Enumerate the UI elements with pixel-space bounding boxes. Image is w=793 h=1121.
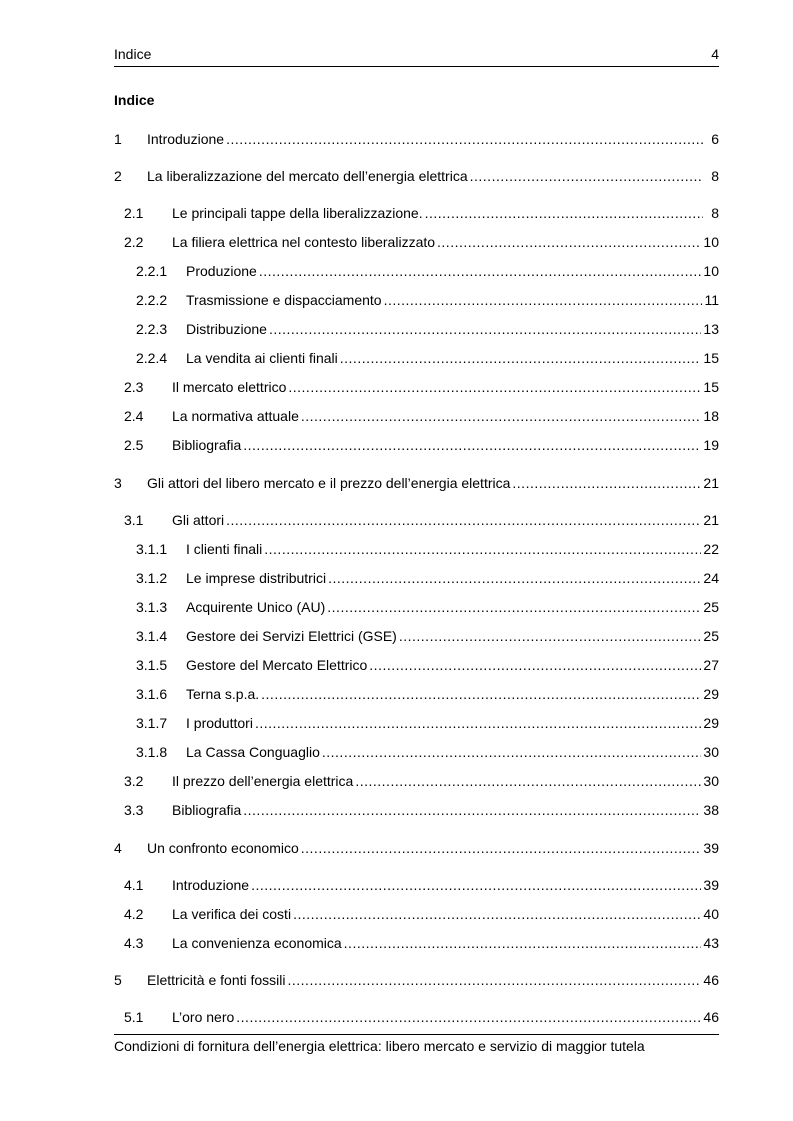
toc-entry[interactable] <box>114 262 719 280</box>
toc-entry-label: Produzione <box>186 263 257 279</box>
toc-entry-number: 1 <box>114 131 122 147</box>
toc-entry[interactable] <box>114 378 719 396</box>
toc-entry[interactable] <box>114 772 719 790</box>
toc-dot-leader <box>243 436 701 454</box>
toc-entry-label: Un confronto economico <box>147 840 299 856</box>
toc-entry-page: 39 <box>703 877 719 893</box>
toc-entry[interactable] <box>114 627 719 645</box>
toc-entry[interactable] <box>114 656 719 674</box>
toc-entry-page: 8 <box>711 168 719 184</box>
toc-entry[interactable] <box>114 876 719 894</box>
toc-entry-page: 39 <box>703 840 719 856</box>
toc-dot-leader <box>327 598 701 616</box>
toc-dot-leader <box>293 905 701 923</box>
toc-entry-page: 24 <box>703 570 719 586</box>
toc-entry-page: 27 <box>703 657 719 673</box>
toc-entry-number: 4 <box>114 840 122 856</box>
toc-entry-label: Introduzione <box>147 131 225 147</box>
toc-dot-leader <box>236 1008 701 1026</box>
toc-entry-number: 3.1 <box>124 512 144 528</box>
toc-entry-label: Introduzione <box>172 877 250 893</box>
toc-entry-label: Bibliografia <box>172 802 242 818</box>
toc-dot-leader <box>470 167 703 185</box>
toc-entry-number: 4.2 <box>124 906 144 922</box>
toc-entry-number: 2.2.4 <box>136 350 168 366</box>
toc-entry[interactable] <box>114 971 719 989</box>
toc-entry[interactable] <box>114 436 719 454</box>
toc-entry-page: 22 <box>703 541 719 557</box>
toc-entry-number: 5 <box>114 972 122 988</box>
toc-entry-page: 30 <box>703 773 719 789</box>
toc-entry-number: 2 <box>114 168 122 184</box>
toc-entry-page: 25 <box>703 599 719 615</box>
toc-entry-number: 5.1 <box>124 1009 144 1025</box>
toc-entry-label: I produttori <box>186 715 253 731</box>
toc-entry-page: 43 <box>703 935 719 951</box>
toc-dot-leader <box>384 291 703 309</box>
toc-dot-leader <box>269 320 701 338</box>
toc-dot-leader <box>425 204 703 222</box>
toc-entry-label: La vendita ai clienti finali <box>186 350 338 366</box>
toc-entry[interactable] <box>114 233 719 251</box>
toc-entry[interactable] <box>114 167 719 185</box>
toc-entry-number: 2.4 <box>124 408 144 424</box>
toc-dot-leader <box>243 801 701 819</box>
toc-entry-number: 3.1.1 <box>136 541 168 557</box>
toc-dot-leader <box>264 540 701 558</box>
toc-entry-number: 2.1 <box>124 205 144 221</box>
header-page-number: 4 <box>711 46 719 62</box>
toc-dot-leader <box>322 743 702 761</box>
toc-entry-page: 38 <box>703 802 719 818</box>
toc-entry-label: Gli attori del libero mercato e il prezzo dell’energia elettrica <box>147 475 511 491</box>
toc-entry[interactable] <box>114 204 719 222</box>
toc-entry-label: La liberalizzazione del mercato dell’energia elettrica <box>147 168 468 184</box>
toc-entry[interactable] <box>114 130 719 148</box>
toc-dot-leader <box>369 656 701 674</box>
toc-entry-number: 3.2 <box>124 773 144 789</box>
toc-entry[interactable] <box>114 598 719 616</box>
toc-entry-number: 3.1.4 <box>136 628 168 644</box>
toc-entry-label: Elettricità e fonti fossili <box>147 972 286 988</box>
toc-dot-leader <box>255 714 701 732</box>
toc-entry-page: 19 <box>703 437 719 453</box>
page-footer: Condizioni di fornitura dell’energia elettrica: libero mercato e servizio di maggior tutela <box>114 1034 719 1054</box>
toc-dot-leader <box>288 378 701 396</box>
toc-entry-number: 3 <box>114 475 122 491</box>
toc-entry-page: 8 <box>711 205 719 221</box>
toc-entry-label: La filiera elettrica nel contesto liberalizzato <box>172 234 436 250</box>
toc-entry-number: 2.2.3 <box>136 321 168 337</box>
toc-entry[interactable] <box>114 743 719 761</box>
toc-entry-label: Le principali tappe della liberalizzazione. <box>172 205 423 221</box>
toc-dot-leader <box>328 569 701 587</box>
toc-entry-number: 3.3 <box>124 802 144 818</box>
toc-entry-label: Il mercato elettrico <box>172 379 287 395</box>
toc-entry-number: 4.1 <box>124 877 144 893</box>
toc-entry-label: La verifica dei costi <box>172 906 292 922</box>
toc-entry-page: 15 <box>703 379 719 395</box>
toc-entry-label: Le imprese distributrici <box>186 570 327 586</box>
toc-entry[interactable] <box>114 934 719 952</box>
toc-dot-leader <box>344 934 702 952</box>
toc-dot-leader <box>226 511 701 529</box>
toc-title: Indice <box>114 92 155 108</box>
toc-entry-label: Acquirente Unico (AU) <box>186 599 326 615</box>
toc-entry-page: 29 <box>703 715 719 731</box>
toc-entry-label: Gli attori <box>172 512 225 528</box>
toc-entry-page: 10 <box>703 263 719 279</box>
toc-dot-leader <box>259 262 702 280</box>
toc-entry[interactable] <box>114 291 719 309</box>
toc-entry[interactable] <box>114 540 719 558</box>
toc-entry-page: 18 <box>703 408 719 424</box>
page-header <box>114 44 719 67</box>
toc-entry[interactable] <box>114 569 719 587</box>
toc-entry-page: 10 <box>703 234 719 250</box>
toc-entry-number: 2.2 <box>124 234 144 250</box>
toc-dot-leader <box>226 130 703 148</box>
toc-entry[interactable] <box>114 839 719 857</box>
toc-entry-page: 6 <box>711 131 719 147</box>
toc-entry[interactable] <box>114 685 719 703</box>
toc-entry[interactable] <box>114 320 719 338</box>
toc-entry-number: 2.5 <box>124 437 144 453</box>
toc-entry-page: 25 <box>703 628 719 644</box>
toc-dot-leader <box>301 839 702 857</box>
toc-entry-number: 4.3 <box>124 935 144 951</box>
toc-entry-page: 21 <box>703 475 719 491</box>
toc-entry-label: L’oro nero <box>172 1009 235 1025</box>
toc-entry-label: Distribuzione <box>186 321 267 337</box>
toc-entry[interactable] <box>114 1008 719 1026</box>
toc-entry-number: 3.1.7 <box>136 715 168 731</box>
toc-entry-label: Il prezzo dell’energia elettrica <box>172 773 354 789</box>
toc-dot-leader <box>301 407 702 425</box>
toc-entry-page: 15 <box>703 350 719 366</box>
toc-entry[interactable] <box>114 801 719 819</box>
toc-dot-leader <box>340 349 702 367</box>
toc-entry-label: Gestore del Mercato Elettrico <box>186 657 368 673</box>
toc-entry[interactable] <box>114 714 719 732</box>
toc-entry-page: 46 <box>703 1009 719 1025</box>
toc-entry-page: 29 <box>703 686 719 702</box>
toc-dot-leader <box>288 971 702 989</box>
toc-entry-label: Gestore dei Servizi Elettrici (GSE) <box>186 628 397 644</box>
toc-entry-label: Bibliografia <box>172 437 242 453</box>
toc-entry-label: Trasmissione e dispacciamento <box>186 292 382 308</box>
toc-entry-page: 30 <box>703 744 719 760</box>
toc-dot-leader <box>355 772 701 790</box>
toc-entry-number: 3.1.5 <box>136 657 168 673</box>
toc-entry-label: La convenienza economica <box>172 935 342 951</box>
toc-entry-number: 2.2.1 <box>136 263 168 279</box>
toc-entry-number: 3.1.3 <box>136 599 168 615</box>
toc-entry-number: 3.1.6 <box>136 686 168 702</box>
toc-entry[interactable] <box>114 905 719 923</box>
toc-entry-page: 21 <box>703 512 719 528</box>
toc-entry-label: Terna s.p.a. <box>186 686 260 702</box>
toc-entry-page: 13 <box>703 321 719 337</box>
toc-dot-leader <box>437 233 701 251</box>
toc-entry-page: 11 <box>704 292 719 308</box>
toc-entry-number: 3.1.2 <box>136 570 168 586</box>
toc-entry-number: 3.1.8 <box>136 744 168 760</box>
toc-entry[interactable] <box>114 511 719 529</box>
toc-dot-leader <box>512 474 701 492</box>
toc-dot-leader <box>399 627 702 645</box>
toc-entry[interactable] <box>114 349 719 367</box>
toc-entry-label: I clienti finali <box>186 541 263 557</box>
toc-entry[interactable] <box>114 407 719 425</box>
toc-entry-label: La normativa attuale <box>172 408 299 424</box>
toc-entry-page: 40 <box>703 906 719 922</box>
toc-entry-page: 46 <box>703 972 719 988</box>
toc-entry-number: 2.2.2 <box>136 292 168 308</box>
toc-dot-leader <box>251 876 701 894</box>
toc-entry-label: La Cassa Conguaglio <box>186 744 320 760</box>
toc-entry-number: 2.3 <box>124 379 144 395</box>
toc-entry[interactable] <box>114 474 719 492</box>
toc-dot-leader <box>261 685 701 703</box>
header-section-title: Indice <box>114 46 152 62</box>
